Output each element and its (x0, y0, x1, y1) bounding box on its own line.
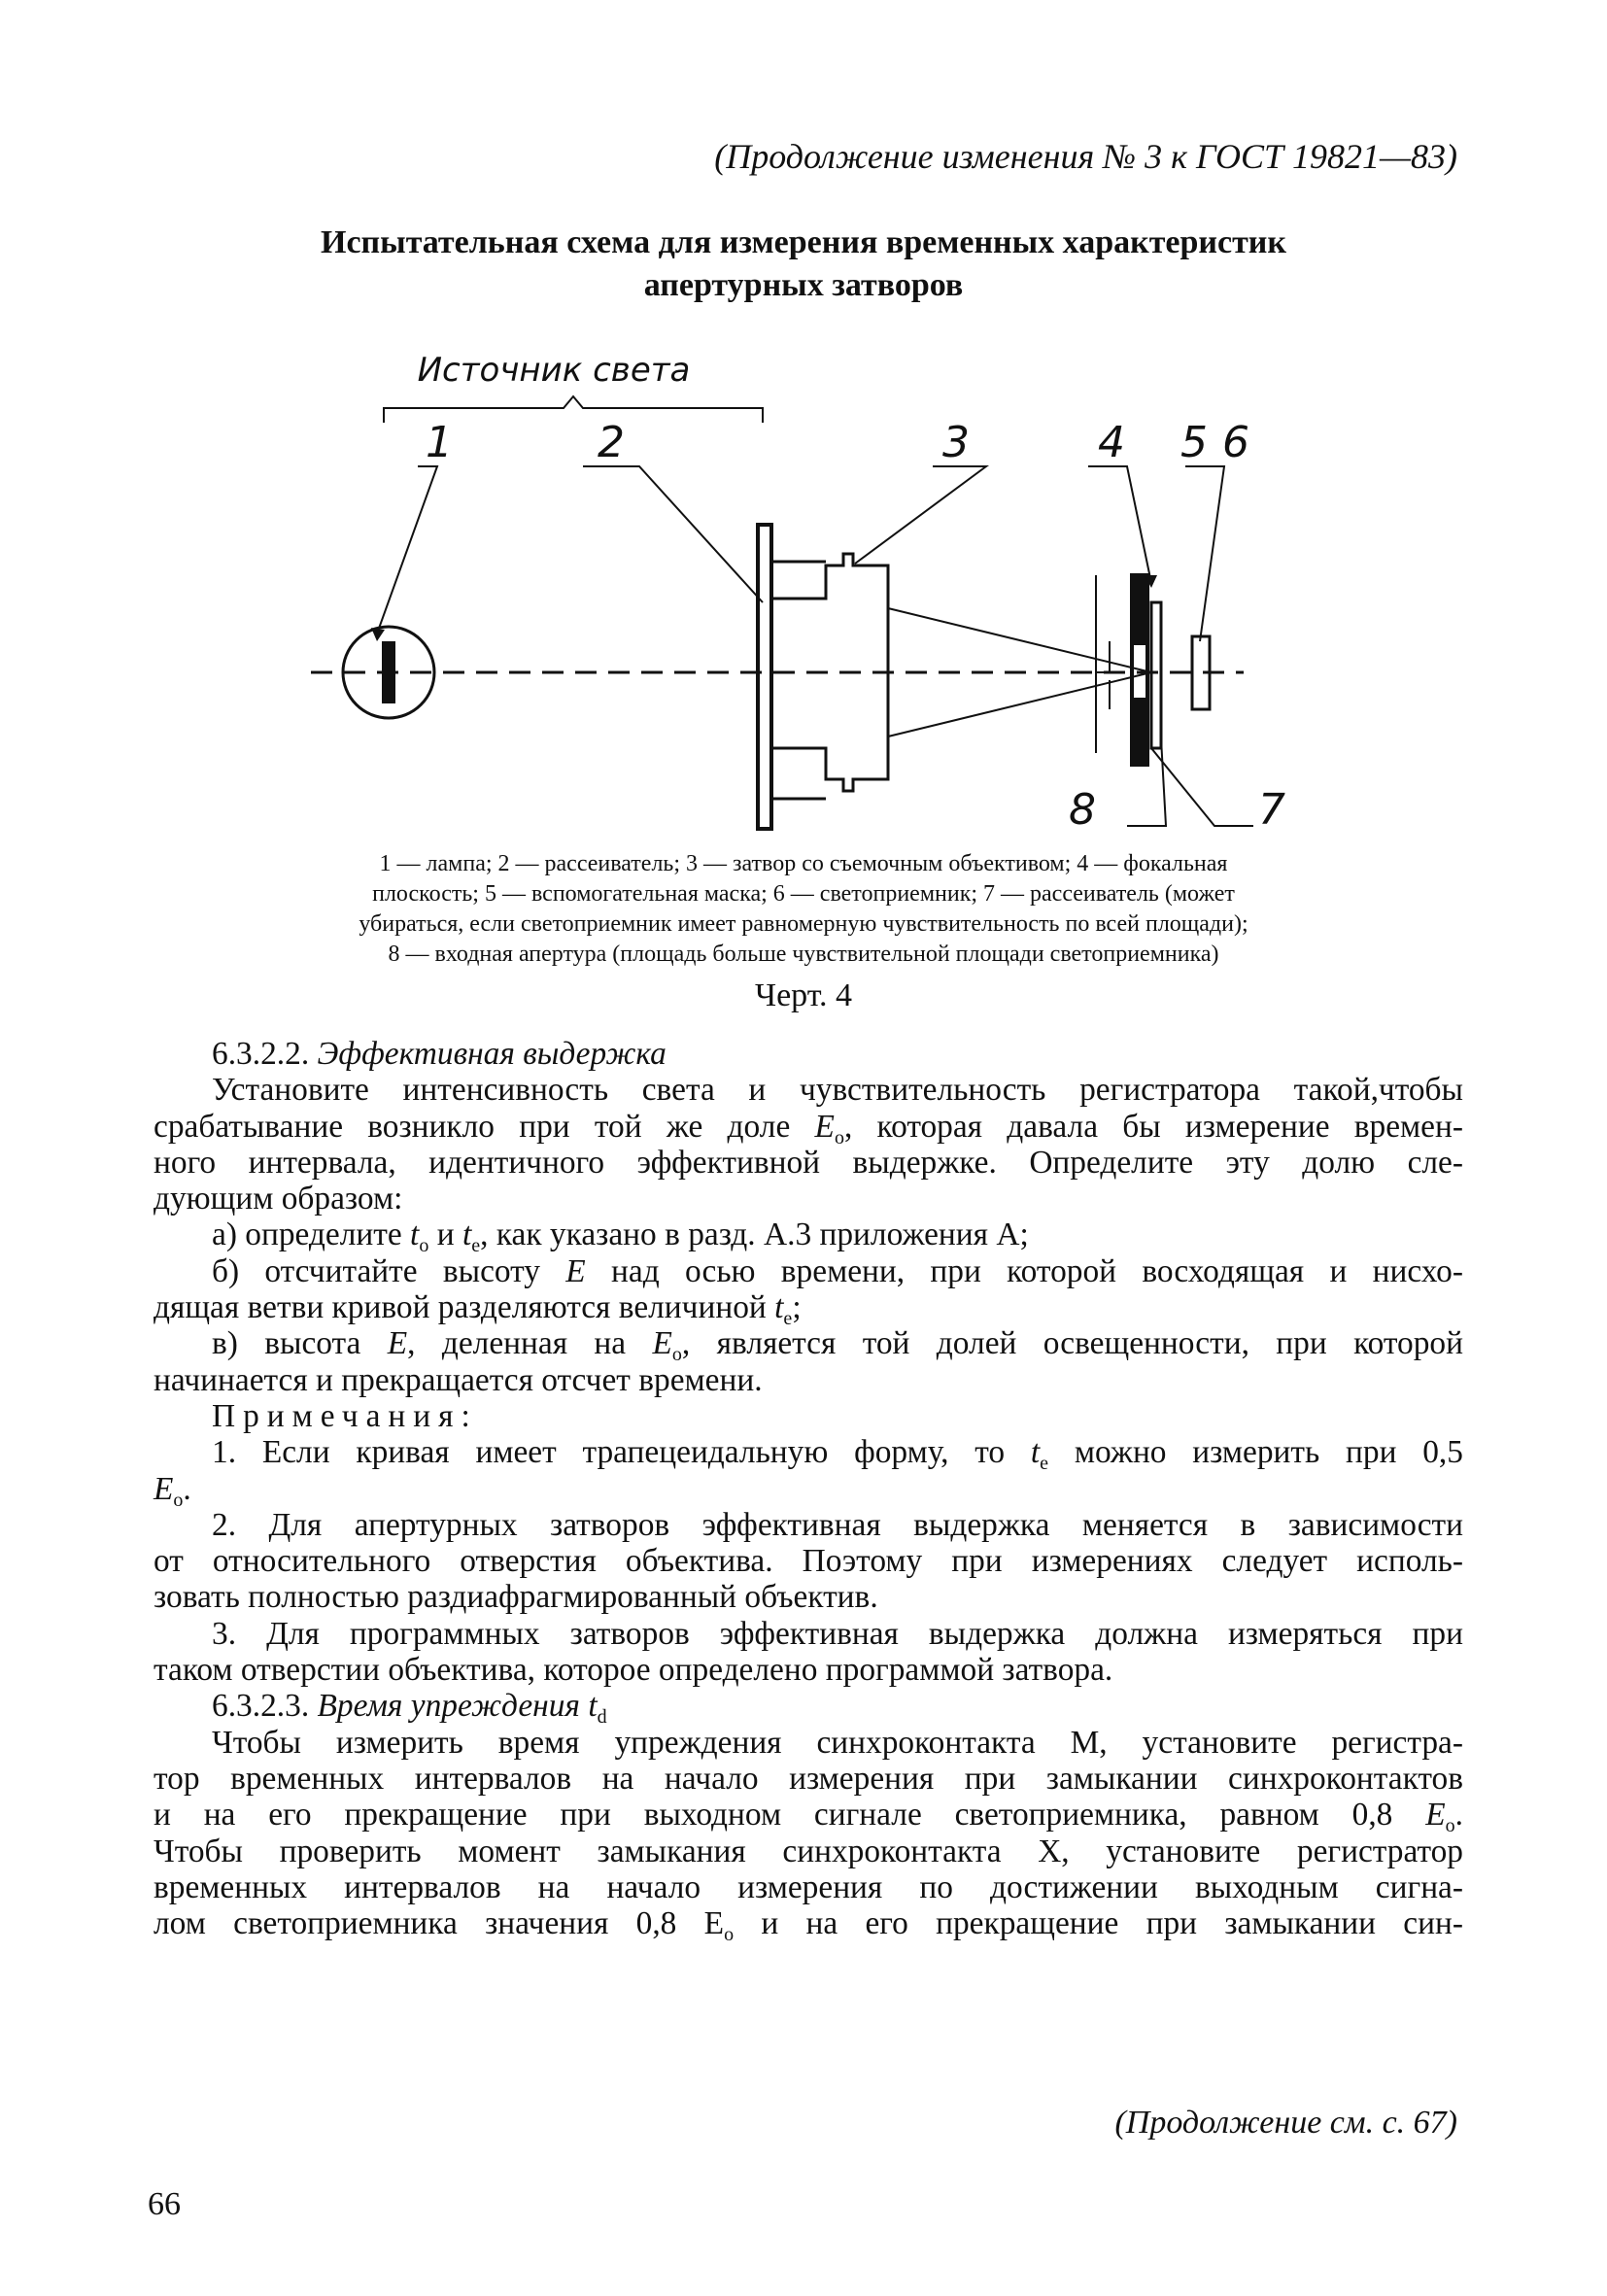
figure-legend (272, 849, 1335, 970)
paragraph-line: временных интервалов на начало измерения по достижении выходным сигна- (154, 1868, 1463, 1905)
legend-line: 8 — входная апертура (площадь больше чувствительной площади светоприемника) (388, 942, 1219, 967)
page-number: 66 (148, 2186, 181, 2222)
paragraph-line: Чтобы проверить момент замыкания синхроконтакта Х, установите регистратор (154, 1833, 1463, 1869)
notes-heading: Примечания: (212, 1397, 478, 1434)
paragraph-line: от относительного отверстия объектива. Поэтому при измерениях следует исполь- (154, 1543, 1463, 1580)
paragraph-line: ного интервала, идентичного эффективной выдержке. Определите эту долю сле- (154, 1144, 1463, 1181)
diffuser-2 (758, 525, 771, 829)
figure-title (194, 222, 1413, 307)
label-7: 7 (1258, 785, 1285, 835)
paragraph-line: лом светоприемника значения 0,8 $Е_o$ и на его прекращение при замыкании син- (154, 1905, 1463, 1946)
legend-line: плоскость; 5 — вспомогательная маска; 6 — светоприемник; 7 — рассеиватель (может (372, 881, 1235, 907)
figure-title-line-1: Испытательная схема для измерения временных характеристик (321, 224, 1286, 260)
entrance-aperture (1096, 641, 1110, 709)
label-2: 2 (598, 418, 625, 467)
paragraph-line: тор временных интервалов на начало измерения при замыкании синхроконтактов (154, 1760, 1463, 1797)
paragraph-line: и на его прекращение при выходном сигнале светоприемника, равном 0,8 $E_o$. (154, 1797, 1463, 1837)
figure-title-line-2: апертурных затворов (643, 267, 964, 303)
list-item-a: а) определите $t_o$ и $t_e$, как указано в разд. А.3 приложения А; (212, 1217, 1029, 1257)
paragraph-line: Чтобы измерить время упреждения синхроконтакта М, установите регистра- (212, 1724, 1463, 1761)
continuation-footer: (Продолжение см. с. 67) (1114, 2105, 1457, 2141)
note-3: 3. Для программных затворов эффективная выдержка должна измеряться при (212, 1615, 1463, 1652)
paragraph-line: начинается и прекращается отсчет времени. (154, 1361, 763, 1398)
paragraph-line: Установите интенсивность света и чувствительность регистратора такой,чтобы (212, 1072, 1463, 1109)
legend-line: 1 — лампа; 2 — рассеиватель; 3 — затвор со съемочным объективом; 4 — фокальная (379, 851, 1228, 876)
list-item-b: б) отсчитайте высоту E над осью времени, при которой восходящая и нисхо- (212, 1252, 1463, 1289)
note-2: 2. Для апертурных затворов эффективная выдержка меняется в зависимости (212, 1506, 1463, 1543)
label-6: 6 (1222, 418, 1249, 467)
diffuser-7 (1151, 602, 1161, 748)
label-5: 5 (1180, 418, 1208, 467)
paragraph-line: $E_o$. (154, 1470, 191, 1511)
source-label: Источник света (417, 351, 691, 390)
section-heading-6-3-2-2: 6.3.2.2. Эффективная выдержка (212, 1036, 667, 1072)
paragraph-line: дящая ветви кривой разделяются величиной $t_e$; (154, 1289, 802, 1330)
page-header: (Продолжение изменения № 3 к ГОСТ 19821—83) (714, 137, 1457, 176)
paragraph-line: срабатывание возникло при той же доле $E_o$, которая давала бы измерение времен- (154, 1108, 1463, 1148)
legend-line: убираться, если светоприемник имеет равномерную чувствительность по всей площади); (359, 911, 1248, 937)
section-heading-6-3-2-3: 6.3.2.3. Время упреждения $t_d$ (212, 1688, 607, 1729)
paragraph-line: дующим образом: (154, 1181, 403, 1217)
test-scheme-diagram (291, 311, 1302, 836)
label-4: 4 (1098, 418, 1125, 467)
list-item-c: в) высота E, деленная на $E_o$, является той долей освещенности, при которой (212, 1325, 1463, 1366)
label-3: 3 (942, 418, 970, 467)
paragraph-line: зовать полностью раздиафрагмированный объектив. (154, 1579, 878, 1616)
body-text (154, 1036, 1463, 1946)
paragraph-line: таком отверстии объектива, которое определено программой затвора. (154, 1652, 1113, 1689)
label-1: 1 (426, 418, 453, 467)
label-8: 8 (1069, 785, 1096, 835)
note-1: 1. Если кривая имеет трапецеидальную форму, то $t_e$ можно измерить при 0,5 (212, 1434, 1463, 1475)
figure-caption: Черт. 4 (754, 977, 853, 1013)
